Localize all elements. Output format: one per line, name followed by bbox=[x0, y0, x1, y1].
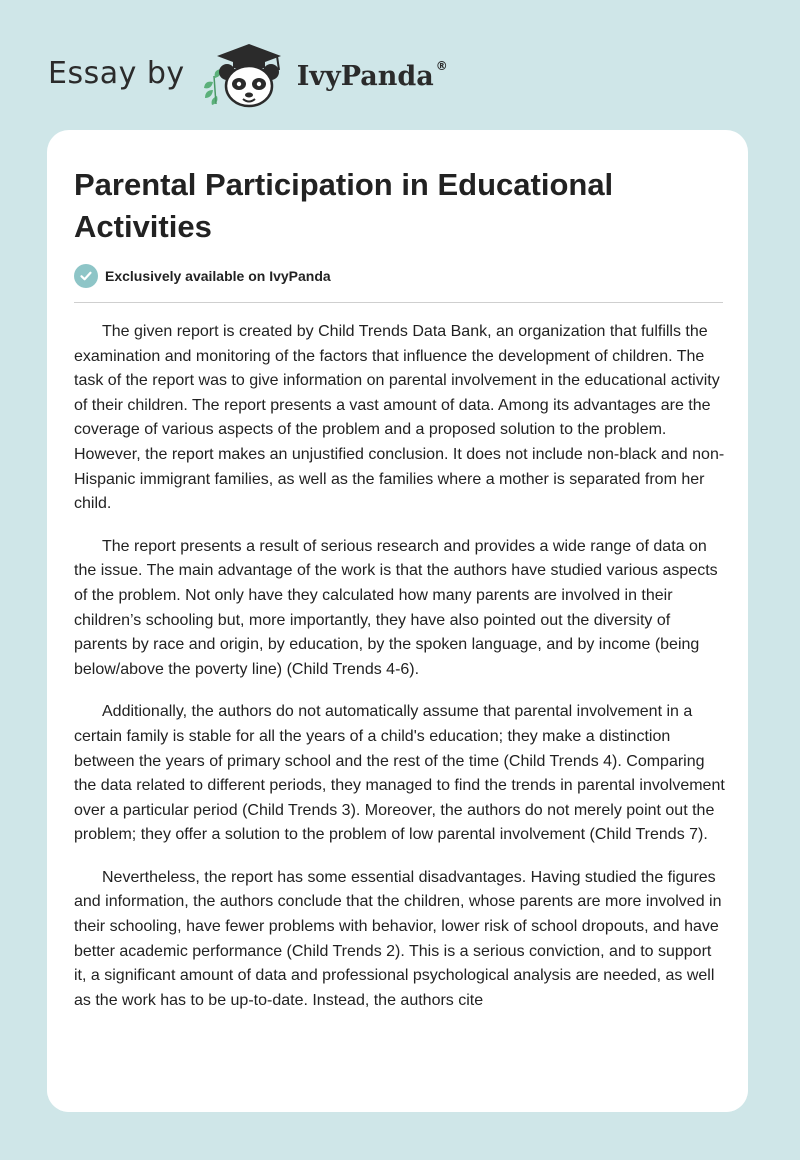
panda-logo-icon[interactable] bbox=[199, 38, 291, 108]
paragraph: Nevertheless, the report has some essential disadvantages. Having studied the figures and information, the authors conclude that the children, whose parents are more involved in their schooling, have fewer problems with behavior, lower risk of school dropouts, and have better academic performance (Child Trends 2). This is a serious conviction, and to support it, a significant amount of data and professional psychological analysis are needed, as well as the work has to be up-to-date. Instead, the authors cite bbox=[74, 868, 722, 1009]
brand-text[interactable]: IvyPanda bbox=[296, 60, 434, 92]
exclusive-badge bbox=[74, 264, 331, 288]
exclusive-label: Exclusively available on IvyPanda bbox=[105, 268, 331, 284]
brand-name[interactable] bbox=[296, 58, 448, 92]
check-circle-icon bbox=[74, 264, 98, 288]
paragraph: Additionally, the authors do not automatically assume that parental involvement in a certain family is stable for all the years of a child's education; they make a distinction between the years of primary school and the rest of the time (Child Trends 4). Comparing the data related to different periods, they managed to find the trends in parental involvement over a particular period (Child Trends 3). Moreover, the authors do not merely point out the problem; they offer a solution to the problem of low parental involvement (Child Trends 7). bbox=[74, 703, 725, 844]
essay-by-label: Essay by bbox=[48, 55, 185, 91]
essay-body bbox=[74, 320, 726, 1031]
registered-mark: ® bbox=[435, 58, 448, 73]
page-title: Parental Participation in Educational Activities bbox=[74, 167, 614, 244]
text-fade-overlay bbox=[47, 1032, 748, 1112]
essay-card bbox=[47, 130, 748, 1112]
paragraph: The report presents a result of serious research and provides a wide range of data on the issue. The main advantage of the work is that the authors have studied various aspects of the problem. Not only have they calculated how many parents are involved in their children’s schooling but, more importantly, they have also pointed out the diversity of parents by race and origin, by education, by the spoken language, and by income (being below/above the poverty line) (Child Trends 4-6). bbox=[74, 537, 718, 678]
paragraph: The given report is created by Child Trends Data Bank, an organization that fulfills the examination and monitoring of the factors that influence the development of children. The task of the report was to give information on parental involvement in the educational activity of their children. The report presents a vast amount of data. Among its advantages are the coverage of various aspects of the problem and a proposed solution to the problem. However, the report makes an unjustified conclusion. It does not include non-black and non-Hispanic immigrant families, as well as the families where a mother is separated from her child. bbox=[74, 323, 725, 513]
ivy-leaf-icon bbox=[204, 69, 221, 105]
divider bbox=[74, 302, 723, 303]
site-header bbox=[48, 38, 448, 108]
